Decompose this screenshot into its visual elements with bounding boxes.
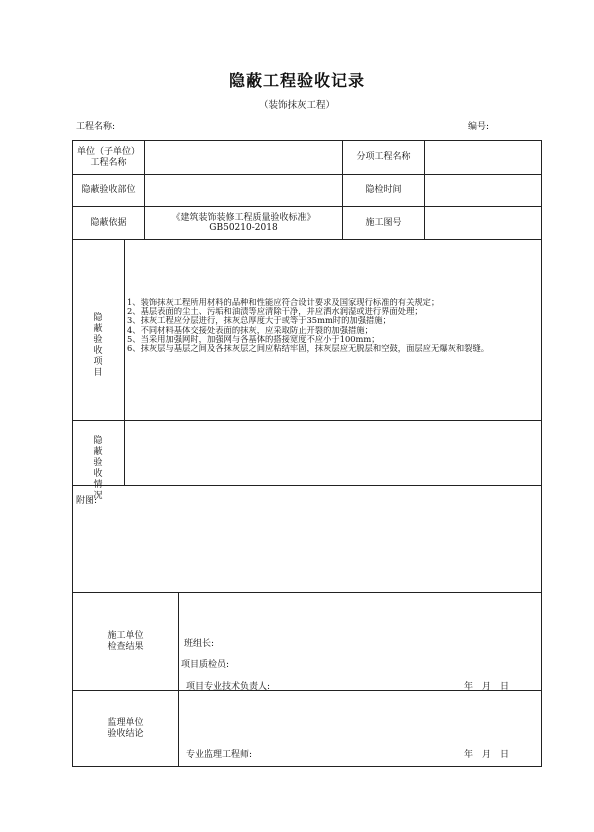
list-item: 3、抹灰工程应分层进行，抹灰总厚度大于或等于35mm时的加强措施；: [127, 316, 391, 326]
hidden-part-label: 隐蔽验收部位: [81, 185, 136, 196]
basis-value: 《建筑装饰装修工程质量验收标准》 GB50210-2018: [171, 212, 316, 233]
hidden-part-value-field[interactable]: [145, 175, 342, 206]
date-label: 年 月 日: [464, 682, 510, 692]
drawing-no-value-field[interactable]: [425, 207, 541, 239]
supervisor-label: 专业监理工程师:: [186, 750, 253, 760]
situation-value-field[interactable]: [125, 421, 541, 485]
situation-label: 隐 蔽 验 收 情 况: [93, 436, 103, 501]
unit-label: 单位（子单位） 工程名称: [76, 147, 140, 168]
inspection-time-label: 隐检时间: [365, 185, 402, 196]
list-item: 5、当采用加强网时，加强网与各基体的搭接宽度不应小于100mm；: [127, 334, 380, 344]
inspection-items-list: [127, 298, 537, 353]
attachment-label: 附图:: [76, 496, 98, 506]
basis-label: 隐蔽依据: [90, 217, 127, 228]
list-item: 1、装饰抹灰工程所用材料的品种和性能应符合设计要求及国家现行标准的有关规定；: [127, 298, 440, 307]
list-item: 2、基层表面的尘土、污垢和油渍等应清除干净，并应洒水润湿或进行界面处理；: [127, 307, 423, 317]
team-leader-label: 班组长:: [184, 639, 215, 649]
tech-leader-label: 项目专业技术负责人:: [186, 682, 271, 692]
unit-value-field[interactable]: [145, 141, 342, 174]
number-label: 编号:: [468, 122, 490, 132]
drawing-no-label: 施工图号: [365, 217, 402, 228]
quality-inspector-label: 项目质检员:: [181, 660, 230, 670]
list-item: 4、不同材料基体交接处表面的抹灰，应采取防止开裂的加强措施；: [127, 325, 373, 335]
list-item: 6、抹灰层与基层之间及各抹灰层之间应粘结牢固，抹灰层应无脱层和空鼓，面层应无爆灰和裂缝。: [127, 344, 490, 354]
supervision-conclusion-label: 监理单位 验收结论: [107, 718, 144, 739]
page-subtitle: （装饰抹灰工程）: [258, 100, 335, 111]
items-label: 隐 蔽 验 收 项 目: [93, 313, 103, 378]
construction-result-label: 施工单位 检查结果: [107, 631, 144, 652]
sub-project-label: 分项工程名称: [356, 152, 411, 163]
page-title: 隐蔽工程验收记录: [228, 71, 365, 90]
sub-project-value-field[interactable]: [425, 141, 541, 174]
project-name-label: 工程名称:: [76, 122, 116, 132]
date-label: 年 月 日: [464, 750, 510, 760]
inspection-time-value-field[interactable]: [425, 175, 541, 206]
